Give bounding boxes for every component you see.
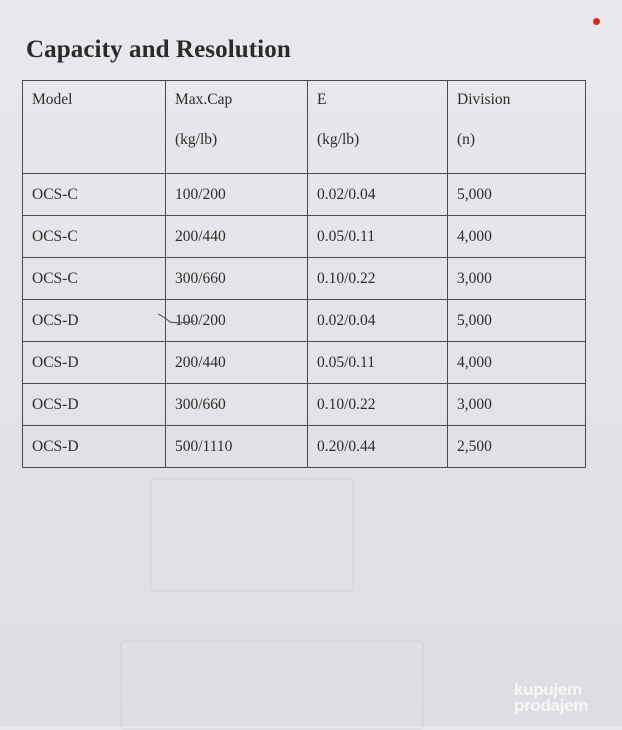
cell-model: OCS-D	[23, 342, 166, 384]
cell-division: 4,000	[448, 342, 586, 384]
cell-max-cap: 200/440	[166, 342, 308, 384]
cell-e: 0.02/0.04	[308, 300, 448, 342]
table-row	[23, 300, 586, 342]
table-row	[23, 258, 586, 300]
table-row	[23, 384, 586, 426]
cell-max-cap: 200/440	[166, 216, 308, 258]
cell-max-cap	[166, 300, 308, 342]
capacity-table	[22, 80, 586, 468]
cell-e: 0.10/0.22	[308, 384, 448, 426]
cell-division: 5,000	[448, 300, 586, 342]
cell-division: 2,500	[448, 426, 586, 468]
header-unit: (n)	[457, 131, 476, 148]
header-max-cap	[166, 81, 308, 174]
cell-model: OCS-D	[23, 384, 166, 426]
table-row	[23, 174, 586, 216]
show-through-shape	[150, 478, 354, 592]
page-title: Capacity and Resolution	[26, 36, 291, 63]
pen-tick-mark	[156, 310, 196, 326]
watermark-line: kupujem	[514, 680, 582, 699]
table-row	[23, 342, 586, 384]
header-e	[308, 81, 448, 174]
cell-division: 3,000	[448, 384, 586, 426]
cell-max-cap: 300/660	[166, 258, 308, 300]
cell-model: OCS-D	[23, 300, 166, 342]
cell-division: 4,000	[448, 216, 586, 258]
red-dot-mark	[593, 18, 600, 25]
watermark-logo	[514, 682, 588, 714]
table-header-row	[23, 81, 586, 174]
cell-e: 0.05/0.11	[308, 216, 448, 258]
header-label: Division	[457, 91, 511, 108]
cell-model: OCS-C	[23, 216, 166, 258]
cell-e: 0.02/0.04	[308, 174, 448, 216]
cell-max-cap: 300/660	[166, 384, 308, 426]
cell-e: 0.10/0.22	[308, 258, 448, 300]
header-label: E	[317, 91, 327, 108]
cell-e: 0.20/0.44	[308, 426, 448, 468]
cell-max-cap: 500/1110	[166, 426, 308, 468]
cell-model: OCS-D	[23, 426, 166, 468]
header-model	[23, 81, 166, 174]
cell-model: OCS-C	[23, 174, 166, 216]
cell-e: 0.05/0.11	[308, 342, 448, 384]
header-unit: (kg/lb)	[175, 131, 218, 148]
watermark-line: prodajem	[514, 696, 589, 715]
cell-division: 3,000	[448, 258, 586, 300]
header-unit: (kg/lb)	[317, 131, 360, 148]
table-row	[23, 216, 586, 258]
header-label: Model	[32, 91, 73, 108]
cell-division: 5,000	[448, 174, 586, 216]
cell-max-cap: 100/200	[166, 174, 308, 216]
cell-model: OCS-C	[23, 258, 166, 300]
header-division	[448, 81, 586, 174]
show-through-shape	[120, 640, 424, 730]
table-row	[23, 426, 586, 468]
cell-value: 100/200	[175, 311, 226, 329]
header-label: Max.Cap	[175, 91, 233, 108]
